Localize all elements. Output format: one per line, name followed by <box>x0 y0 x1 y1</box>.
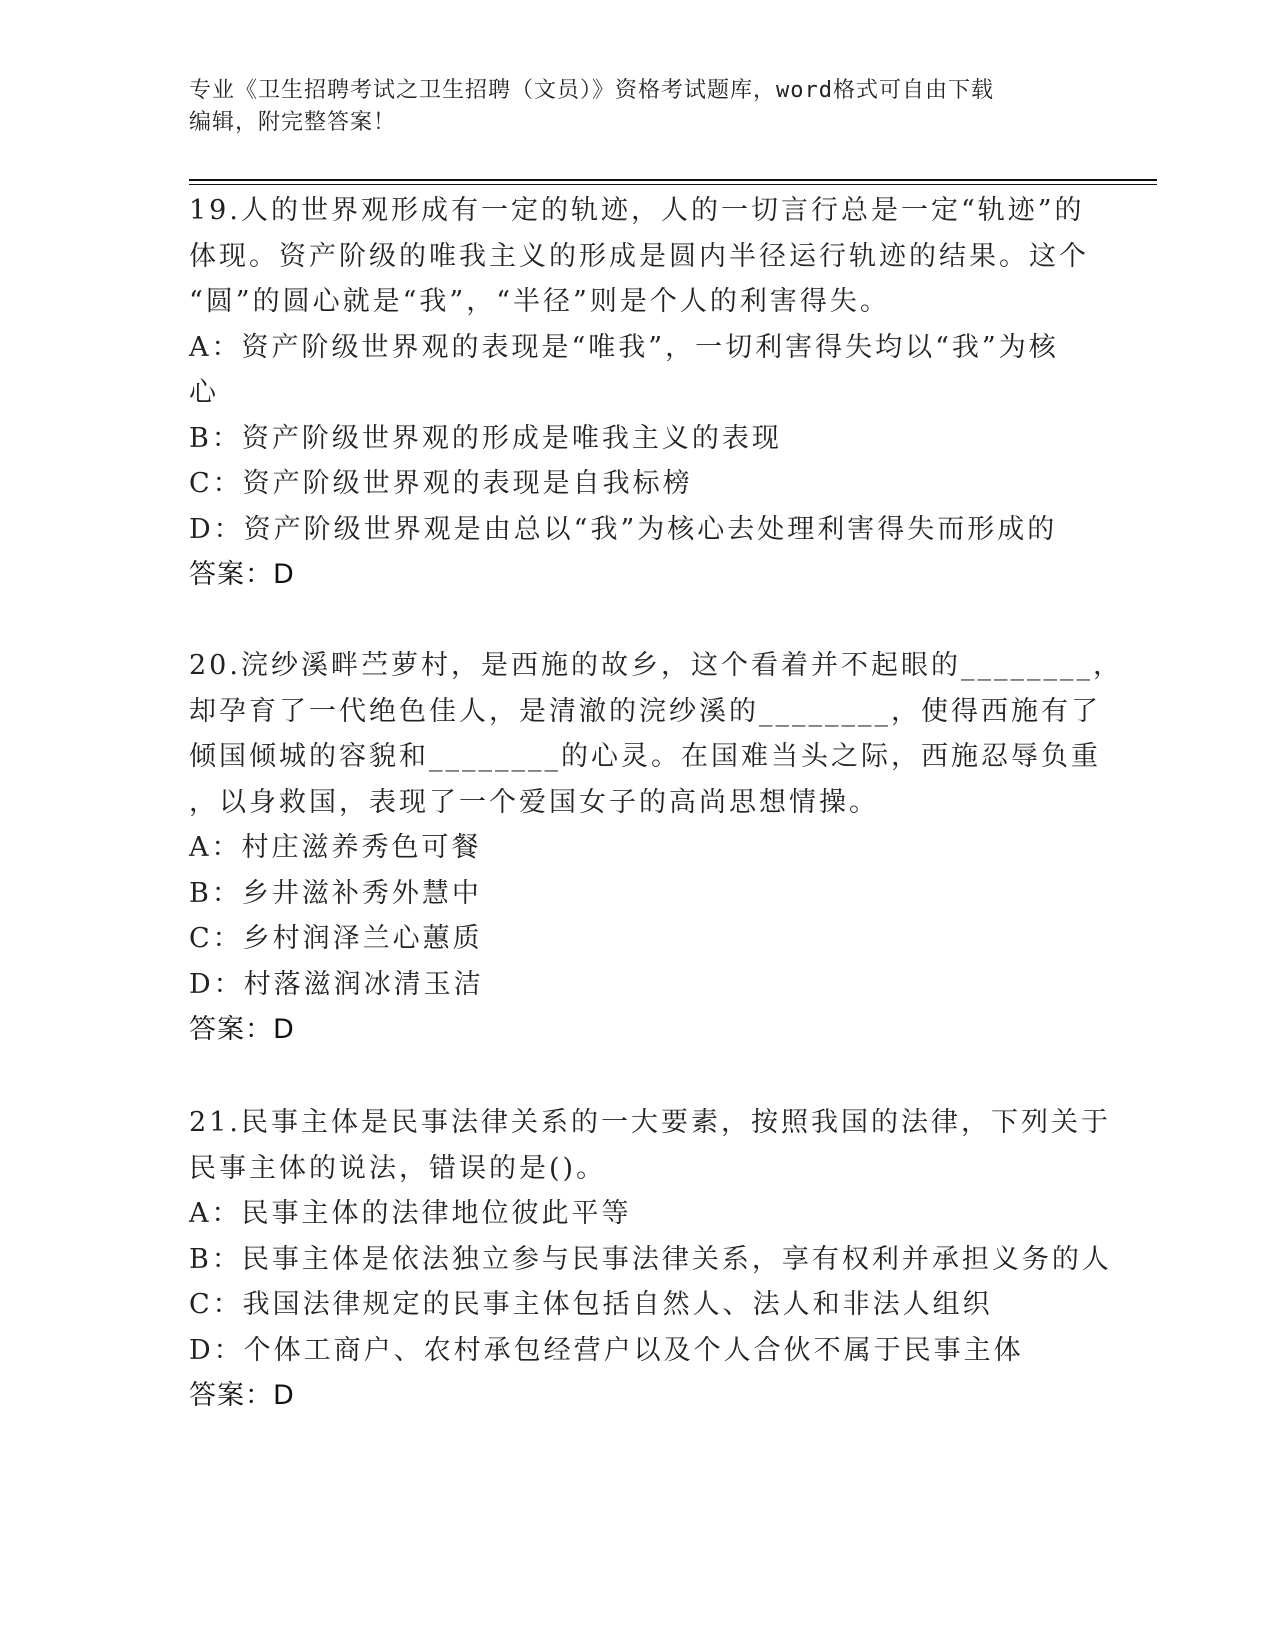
question-20 <box>189 643 1123 1053</box>
question-21-option-c: C：我国法律规定的民事主体包括自然人、法人和非法人组织 <box>189 1289 993 1320</box>
question-19-stem-line-1: 19.人的世界观形成有一定的轨迹，人的一切言行总是一定“轨迹”的 <box>189 195 1085 226</box>
header-divider-thin <box>189 184 1157 185</box>
question-19-stem-line-3: “圆”的圆心就是“我”，“半径”则是个人的利害得失。 <box>189 286 890 317</box>
question-19-option-a-continued: 心 <box>189 377 219 408</box>
question-19-option-c: C：资产阶级世界观的表现是自我标榜 <box>189 468 693 499</box>
header-line-2: 编辑，附完整答案！ <box>189 110 397 135</box>
question-19-option-d: D：资产阶级世界观是由总以“我”为核心去处理利害得失而形成的 <box>189 513 1058 545</box>
question-21-option-d: D：个体工商户、农村承包经营户以及个人合伙不属于民事主体 <box>189 1334 1024 1366</box>
question-19-stem-line-2: 体现。资产阶级的唯我主义的形成是圆内半径运行轨迹的结果。这个 <box>189 240 1089 272</box>
question-21-stem-line-1: 21.民事主体是民事法律关系的一大要素，按照我国的法律，下列关于 <box>189 1107 1111 1138</box>
question-20-stem-line-2: 却孕育了一代绝色佳人，是清澈的浣纱溪的________，使得西施有了 <box>189 695 1101 727</box>
question-20-answer: 答案：D <box>189 1014 295 1045</box>
question-21-option-b: B：民事主体是依法独立参与民事法律关系，享有权利并承担义务的人 <box>189 1243 1112 1275</box>
document-header <box>189 75 1089 139</box>
question-19-answer: 答案：D <box>189 559 295 590</box>
question-20-option-b: B：乡井滋补秀外慧中 <box>189 877 482 909</box>
question-20-stem-line-4: ，以身救国，表现了一个爱国女子的高尚思想情操。 <box>189 786 879 818</box>
question-20-stem-line-3: 倾国倾城的容貌和________的心灵。在国难当头之际，西施忍辱负重 <box>189 741 1101 772</box>
question-20-option-d: D：村落滋润冰清玉洁 <box>189 968 484 1000</box>
question-20-option-c: C：乡村润泽兰心蕙质 <box>189 923 483 954</box>
question-21-stem-line-2: 民事主体的说法，错误的是()。 <box>189 1152 607 1184</box>
question-21-option-a: A：民事主体的法律地位彼此平等 <box>189 1198 632 1229</box>
header-divider-thick <box>189 179 1157 181</box>
question-19-option-b: B：资产阶级世界观的形成是唯我主义的表现 <box>189 422 782 454</box>
question-21 <box>189 1100 1112 1419</box>
question-20-stem-line-1: 20.浣纱溪畔苎萝村，是西施的故乡，这个看着并不起眼的________， <box>189 650 1123 681</box>
question-21-answer: 答案：D <box>189 1380 295 1411</box>
header-line-1: 专业《卫生招聘考试之卫生招聘（文员）》资格考试题库，word格式可自由下载 <box>189 78 994 103</box>
question-19-option-a: A：资产阶级世界观的表现是“唯我”，一切利害得失均以“我”为核 <box>189 331 1059 363</box>
question-19 <box>189 188 1089 598</box>
question-20-option-a: A：村庄滋养秀色可餐 <box>189 832 482 863</box>
